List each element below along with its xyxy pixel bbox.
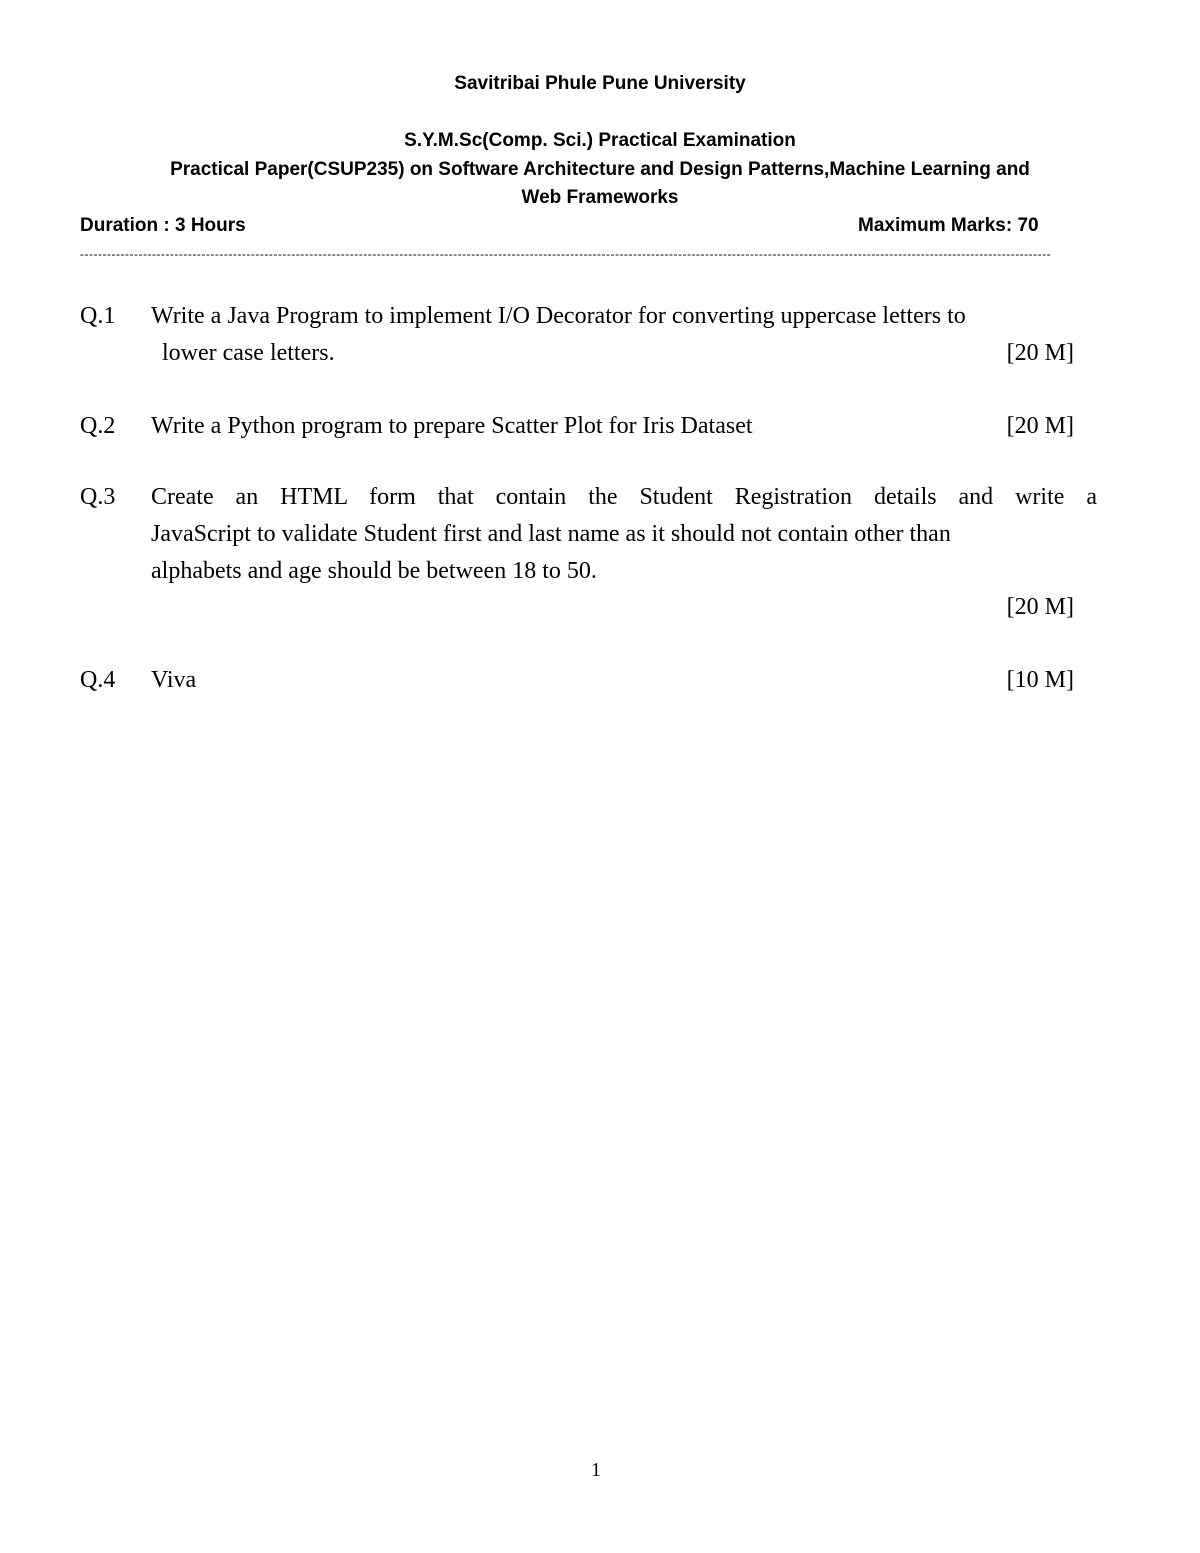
question-3-line-3: alphabets and age should be between 18 to 50.: [151, 558, 597, 584]
question-1-number: Q.1: [80, 303, 116, 329]
question-3-line-1: Create an HTML form that contain the Student Registration details and write a: [151, 484, 1097, 510]
question-4-line-1: Viva: [151, 667, 197, 693]
question-3-line-2: JavaScript to validate Student first and last name as it should not contain other than: [151, 521, 951, 547]
header-divider: ------------------------------------------------------------------------------------------------------------------------------------------------------------------------------------------------------------------------: [80, 247, 1052, 261]
paper-title-line-2: Web Frameworks: [521, 187, 679, 208]
university-name: Savitribai Phule Pune University: [454, 73, 746, 94]
question-2-marks: [20 M]: [1006, 413, 1074, 439]
question-3-marks: [20 M]: [1006, 594, 1074, 620]
question-3-number: Q.3: [80, 484, 116, 510]
question-1-line-2: lower case letters.: [162, 340, 335, 366]
paper-title-line-1: Practical Paper(CSUP235) on Software Architecture and Design Patterns,Machine Learning and: [170, 159, 1030, 180]
page-number: 1: [591, 1459, 601, 1481]
question-1-line-1: Write a Java Program to implement I/O Decorator for converting uppercase letters to: [151, 303, 966, 329]
question-4-marks: [10 M]: [1006, 667, 1074, 693]
question-4-number: Q.4: [80, 667, 116, 693]
question-2-number: Q.2: [80, 413, 116, 439]
duration: Duration : 3 Hours: [80, 215, 246, 236]
exam-title: S.Y.M.Sc(Comp. Sci.) Practical Examination: [404, 130, 796, 151]
question-2-line-1: Write a Python program to prepare Scatter Plot for Iris Dataset: [151, 413, 753, 439]
question-1-marks: [20 M]: [1006, 340, 1074, 366]
maximum-marks: Maximum Marks: 70: [858, 215, 1039, 236]
